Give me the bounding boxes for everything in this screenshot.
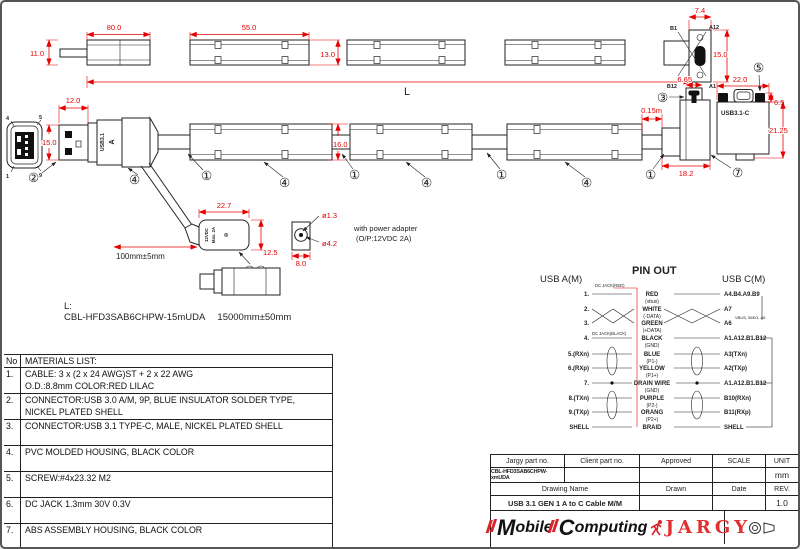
scale-value bbox=[713, 468, 766, 482]
dim-dc-width: 8.0 bbox=[295, 259, 307, 268]
logo-text-obile: obile bbox=[515, 518, 553, 536]
unit-value: mm bbox=[774, 470, 790, 480]
pinout-color-0: RED bbox=[645, 292, 659, 298]
pinout-color-2: GREEN bbox=[641, 321, 663, 327]
drawn-value bbox=[640, 496, 713, 510]
pinout-left-3: 4. bbox=[583, 336, 589, 342]
pinout-left-6: 7. bbox=[583, 381, 589, 387]
a-pin-label-9: 9 bbox=[39, 173, 43, 179]
dim-c-front-height: 15.0 bbox=[713, 50, 728, 59]
row-text: SCREW:#4x23.32 M2 bbox=[25, 473, 111, 483]
approved-label: Approved bbox=[640, 455, 713, 467]
jargy-part-value: CBL-HFD3SAB6CHPW-xmUDA bbox=[491, 468, 565, 482]
drawing-name-label: Drawing Name bbox=[491, 483, 640, 495]
a-pin-label-5: 5 bbox=[39, 115, 43, 121]
materials-list-table bbox=[4, 354, 333, 549]
cable-ferrite-assembly bbox=[188, 124, 662, 190]
pinout-right-4: A3(TXn) bbox=[724, 352, 747, 358]
row-number: 2. bbox=[4, 394, 21, 419]
materials-row-1 bbox=[4, 368, 332, 394]
pinout-right-9: SHELL bbox=[724, 425, 744, 431]
row-text: ABS ASSEMBLY HOUSING, BLACK COLOR bbox=[25, 525, 203, 535]
third-angle-projection-icon bbox=[748, 519, 776, 537]
pinout-sub-4: (P1-) bbox=[646, 359, 658, 365]
rev-label: REV. bbox=[774, 485, 790, 493]
drawn-label: Drawn bbox=[640, 483, 713, 495]
pinout-color-9: BRAID bbox=[642, 425, 662, 431]
dim-c-housing-depth: 18.2 bbox=[678, 169, 694, 178]
materials-row-7 bbox=[4, 524, 332, 549]
pinout-sub-1: (-DATA) bbox=[643, 314, 661, 320]
pinout-right-8: B11(RXp) bbox=[724, 410, 751, 416]
adapter-note-2: (O/P:12VDC 2A) bbox=[356, 234, 412, 243]
dim-c-housing-width: 22.0 bbox=[732, 75, 748, 84]
logo-letter-m: M bbox=[497, 514, 516, 540]
logo-text-computing: omputing bbox=[574, 518, 648, 536]
dim-a-side-length: 80.0 bbox=[106, 23, 122, 32]
row-text2: O.D.:8.8mm COLOR:RED LILAC bbox=[25, 380, 155, 391]
dc-jack-branch bbox=[114, 163, 418, 295]
callout-1d: ① bbox=[645, 168, 657, 182]
date-label: Date bbox=[713, 483, 766, 495]
pinout-title: PIN OUT bbox=[632, 265, 677, 277]
materials-no-header: No bbox=[4, 355, 21, 367]
row-text: DC JACK 1.3mm 30V 0.3V bbox=[25, 499, 131, 509]
a-mold-text: USB3.1 bbox=[100, 132, 106, 152]
dim-c-housing-height: 21.25 bbox=[769, 126, 788, 135]
unit-label: UNIT bbox=[773, 457, 791, 465]
jargy-part-label: Jargy part no. bbox=[491, 455, 565, 467]
row-text: PVC MOLDED HOUSING, BLACK COLOR bbox=[25, 447, 195, 457]
callout-1c: ① bbox=[496, 168, 508, 182]
overall-length-dimension bbox=[87, 76, 690, 98]
pinout-color-5: YELLOW bbox=[639, 366, 665, 372]
client-part-value bbox=[565, 468, 640, 482]
scale-label: SCALE bbox=[713, 455, 766, 467]
callout-3: ③ bbox=[657, 91, 669, 105]
cable-part-number: CBL-HFD3SAB6CHPW-15mUDA bbox=[64, 312, 205, 323]
dim-branch-length: 100mm±5mm bbox=[116, 252, 165, 261]
pinout-left-0: 1. bbox=[583, 292, 589, 298]
callout-5: ⑤ bbox=[753, 61, 765, 75]
callout-2: ② bbox=[28, 171, 40, 185]
date-value bbox=[713, 496, 766, 510]
pinout-cc-note: VBUS, 56KΩ, A5 bbox=[735, 315, 766, 320]
usb-c-housing-side-view bbox=[717, 61, 788, 160]
pinout-right-7: B10(RXn) bbox=[724, 396, 752, 402]
dim-c-screw-height: 6.5 bbox=[774, 98, 785, 107]
pinout-color-1: WHITE bbox=[642, 307, 662, 313]
dim-dc-pin-dia: ø1.3 bbox=[322, 211, 338, 220]
pinout-color-7: PURPLE bbox=[639, 396, 665, 402]
materials-row-3 bbox=[4, 420, 332, 446]
pinout-left-header: USB A(M) bbox=[540, 274, 583, 285]
row-number: 3. bbox=[4, 420, 21, 445]
row-text: CONNECTOR:USB 3.1 TYPE-C, MALE, NICKEL PLATED SHELL bbox=[25, 421, 283, 431]
dim-ferrite-height: 13.0 bbox=[320, 50, 335, 59]
callout-4d: ④ bbox=[581, 176, 593, 190]
rev-value: 1.0 bbox=[776, 498, 788, 508]
jargy-logo: JARGY bbox=[665, 517, 752, 538]
dim-overall-length: L bbox=[404, 86, 411, 98]
dim-dc-height: 12.5 bbox=[263, 248, 278, 257]
pinout-color-3: BLACK bbox=[641, 336, 663, 342]
callout-7: ⑦ bbox=[732, 166, 744, 180]
dc-jack-text-1: 12VDC bbox=[204, 228, 209, 242]
pinout-right-5: A2(TXp) bbox=[724, 366, 747, 372]
callout-4a: ④ bbox=[129, 173, 141, 187]
a-pin-label-1: 1 bbox=[6, 174, 10, 180]
logo-letter-c: C bbox=[558, 514, 575, 540]
running-man-icon bbox=[649, 518, 665, 538]
length-note bbox=[64, 301, 291, 323]
materials-row-4 bbox=[4, 446, 332, 472]
usb-a-assembly bbox=[28, 96, 190, 187]
materials-row-2 bbox=[4, 394, 332, 420]
pinout-sub-2: (+DATA) bbox=[642, 328, 662, 334]
ferrite-top-view-1 bbox=[190, 23, 340, 65]
materials-title: MATERIALS LIST: bbox=[25, 356, 97, 366]
dim-ferrite-length: 55.0 bbox=[241, 23, 257, 32]
a-pin-label-4: 4 bbox=[6, 116, 10, 122]
pinout-dc-red-label: DC JACK(RED) bbox=[595, 283, 625, 288]
length-note-prefix: L: bbox=[64, 301, 72, 312]
dim-dc-length: 22.7 bbox=[216, 201, 232, 210]
row-number: 7. bbox=[4, 524, 21, 549]
pinout-left-5: 6.(RXp) bbox=[568, 366, 589, 372]
dim-a-side-height: 11.0 bbox=[29, 49, 44, 58]
callout-1b: ① bbox=[349, 168, 361, 182]
pinout-color-6: DRAIN WIRE bbox=[633, 381, 671, 387]
ferrite-top-view-2 bbox=[347, 40, 465, 65]
row-text2: NICKEL PLATED SHELL bbox=[25, 406, 123, 417]
a-mold-letter: A bbox=[109, 139, 116, 145]
materials-row-5 bbox=[4, 472, 332, 498]
pinout-left-8: 9.(TXp) bbox=[568, 410, 589, 416]
pinout-sub-3: (GND) bbox=[644, 343, 660, 349]
cable-length-value: 15000mm±50mm bbox=[217, 312, 292, 323]
dc-jack-symbol: ⊕ bbox=[224, 232, 230, 238]
pinout-color-8: ORANG bbox=[640, 410, 664, 416]
drawing-name-value: USB 3.1 GEN 1 A to C Cable M/M bbox=[491, 496, 640, 510]
pinout-sub-7: (P2-) bbox=[646, 403, 658, 409]
row-text: CABLE: 3 x (2 x 24 AWG)ST + 2 x 22 AWG bbox=[25, 369, 194, 379]
usb-c-front-view bbox=[664, 6, 729, 90]
dim-a-shell-length: 12.0 bbox=[65, 96, 81, 105]
pinout-dc-black-label: DC JACK(BLACK) bbox=[592, 331, 627, 336]
pinout-color-4: BLUE bbox=[643, 352, 661, 358]
callout-1a: ① bbox=[201, 169, 213, 183]
dc-jack-text-2: Max. 2A bbox=[211, 226, 216, 244]
c-mold-text: USB3.1-C bbox=[721, 110, 750, 117]
dim-screw-boss: 6.65 bbox=[677, 75, 692, 84]
row-number: 5. bbox=[4, 472, 21, 497]
row-number: 6. bbox=[4, 498, 21, 523]
pinout-left-4: 5.(RXn) bbox=[568, 352, 589, 358]
row-number: 1. bbox=[4, 368, 21, 393]
pinout-sub-6: (GND) bbox=[644, 388, 660, 394]
pinout-right-2: A6 bbox=[724, 321, 732, 327]
adapter-note-1: with power adapter bbox=[354, 224, 418, 233]
dim-ferrite-mid-height: 16.0 bbox=[333, 140, 348, 149]
pinout-right-6: A1.A12.B1.B12 bbox=[724, 381, 767, 387]
pinout-right-0: A4.B4.A9.B9 bbox=[724, 292, 760, 298]
approved-value bbox=[640, 468, 713, 482]
pinout-sub-8: (P2+) bbox=[645, 417, 659, 423]
dim-c-front-width: 7.4 bbox=[694, 6, 706, 15]
client-part-label: Client part no. bbox=[565, 455, 640, 467]
c-pin-label-a12: A12 bbox=[709, 25, 720, 31]
pinout-sub-5: (P1+) bbox=[645, 373, 659, 379]
pinout-left-7: 8.(TXn) bbox=[568, 396, 589, 402]
ferrite-top-view-3 bbox=[505, 40, 625, 65]
c-pin-label-b1: B1 bbox=[669, 26, 677, 32]
callout-4b: ④ bbox=[279, 176, 291, 190]
dim-tail-length: 0.15m bbox=[641, 106, 662, 115]
pinout-sub-0: (vbus) bbox=[645, 299, 659, 305]
c-pin-label-b12: B12 bbox=[666, 84, 677, 90]
dim-dc-barrel-dia: ø4.2 bbox=[322, 239, 338, 248]
materials-row-6 bbox=[4, 498, 332, 524]
pinout-left-9: SHELL bbox=[569, 425, 589, 431]
c-pin-label-a1: A1 bbox=[709, 84, 717, 90]
row-text: CONNECTOR:USB 3.0 A/M, 9P, BLUE INSULATOR SOLDER TYPE, bbox=[25, 395, 296, 405]
usb-a-plug-side-view bbox=[30, 23, 150, 65]
pinout-right-3: A1.A12.B1.B12 bbox=[724, 336, 767, 342]
pinout-right-header: USB C(M) bbox=[722, 274, 766, 285]
pinout-left-2: 3. bbox=[583, 321, 589, 327]
mobile-computing-logo bbox=[491, 515, 665, 541]
row-number: 4. bbox=[4, 446, 21, 471]
pinout-right-1: A7 bbox=[724, 307, 732, 313]
pinout-left-1: 2. bbox=[583, 307, 589, 313]
dim-a-shell-height: 15.0 bbox=[42, 138, 57, 147]
title-block bbox=[490, 454, 799, 549]
pinout-diagram bbox=[540, 265, 772, 431]
callout-4c: ④ bbox=[421, 176, 433, 190]
